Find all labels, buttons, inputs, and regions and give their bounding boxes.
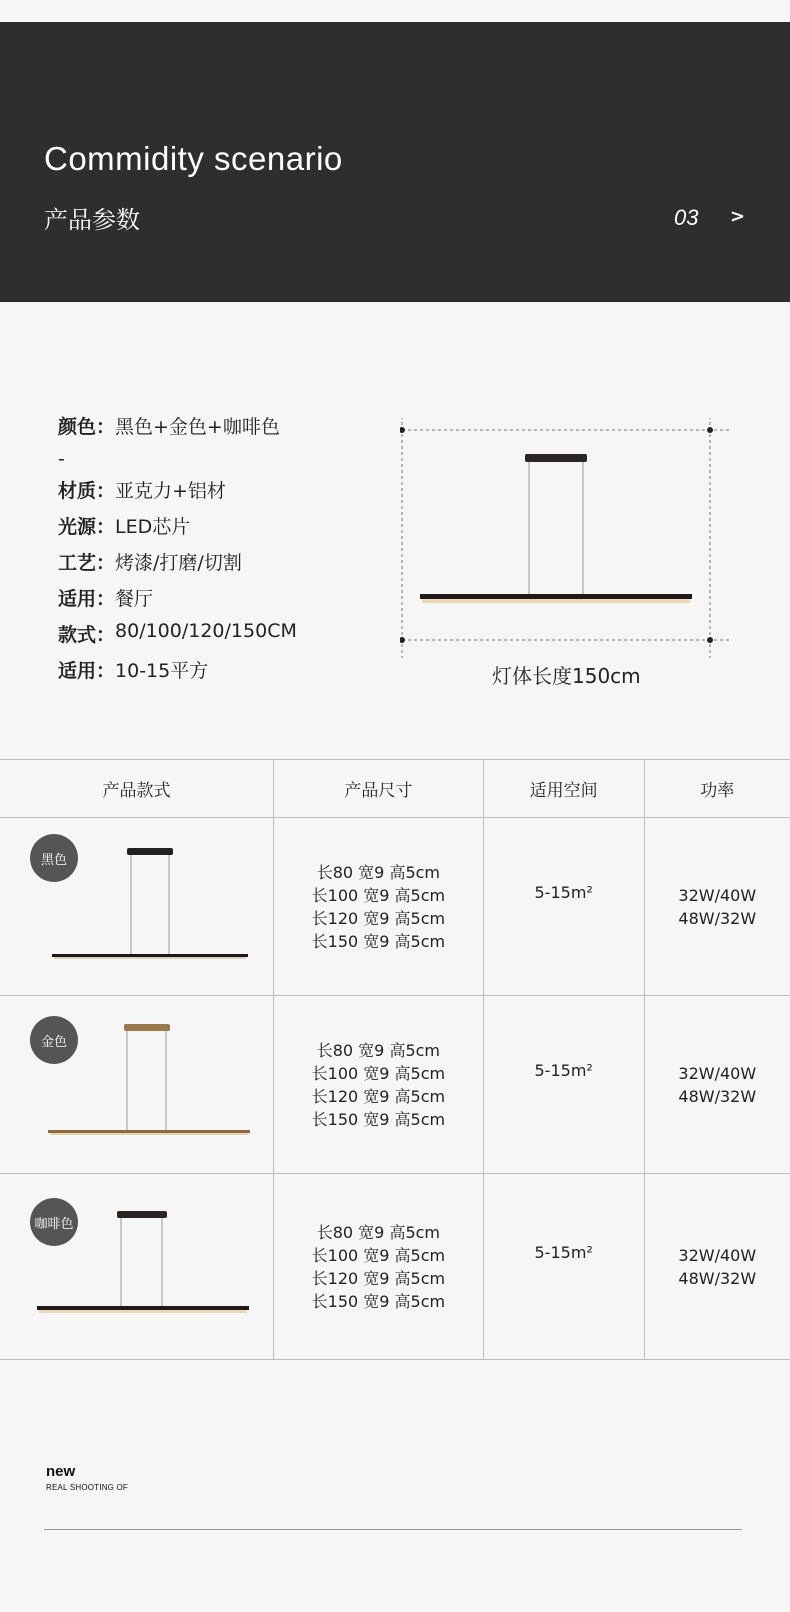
page-number: 03 — [674, 205, 699, 230]
size-line: 长100 宽9 高5cm — [311, 1245, 446, 1265]
table-row — [0, 818, 790, 996]
spec-row-craft — [58, 548, 297, 584]
spec-value: 餐厅 — [115, 588, 154, 610]
spec-value: 黑色+金色+咖啡色 — [115, 416, 280, 438]
dimension-label: 灯体长度150cm — [492, 664, 641, 688]
size-cell — [274, 818, 484, 996]
power-line: 48W/32W — [678, 1086, 757, 1106]
power-line: 48W/32W — [678, 1268, 757, 1288]
spec-key: 适用： — [58, 588, 116, 610]
size-line: 长100 宽9 高5cm — [311, 1063, 446, 1083]
size-line: 长150 宽9 高5cm — [311, 1109, 446, 1129]
size-line: 长80 宽9 高5cm — [316, 862, 441, 882]
header-power: 功率 — [644, 760, 790, 818]
spec-value: 烤漆/打磨/切割 — [115, 552, 242, 574]
footer-new-label: new — [46, 1463, 76, 1480]
size-line: 长100 宽9 高5cm — [311, 885, 446, 905]
header-size: 产品尺寸 — [274, 760, 484, 818]
area-cell — [483, 996, 644, 1174]
size-line: 长150 宽9 高5cm — [311, 931, 446, 951]
size-cell — [274, 1174, 484, 1360]
spec-key: 颜色： — [58, 416, 116, 438]
spec-value: - — [58, 448, 65, 470]
section-title: Commidity scenario — [44, 140, 343, 177]
power-cell — [644, 996, 790, 1174]
size-line: 长150 宽9 高5cm — [311, 1291, 446, 1311]
product-table — [0, 759, 790, 1360]
size-line: 长80 宽9 高5cm — [316, 1222, 441, 1242]
color-badge: 黑色 — [30, 834, 78, 882]
table-row — [0, 1174, 790, 1360]
spec-row-use — [58, 584, 297, 620]
spec-row-light-source — [58, 512, 297, 548]
color-badge: 金色 — [30, 1016, 78, 1064]
size-cell — [274, 996, 484, 1174]
size-line: 长80 宽9 高5cm — [316, 1040, 441, 1060]
power-cell — [644, 1174, 790, 1360]
power-line: 32W/40W — [678, 1245, 757, 1265]
spec-row-style — [58, 620, 297, 656]
table-row — [0, 996, 790, 1174]
product-image-cell — [0, 996, 274, 1174]
lamp-dimension-diagram — [400, 418, 750, 678]
spec-key: 材质： — [58, 480, 116, 502]
size-line: 长120 宽9 高5cm — [311, 1268, 446, 1288]
footer-subtitle: REAL SHOOTING OF — [46, 1483, 129, 1492]
spec-row-color — [58, 412, 297, 448]
spec-value: LED芯片 — [115, 516, 191, 538]
area-value: 5-15m² — [534, 1061, 593, 1080]
spec-key: 工艺： — [58, 552, 116, 574]
spec-value: 80/100/120/150CM — [115, 620, 297, 642]
footer-divider — [44, 1529, 742, 1530]
spec-key: 适用： — [58, 660, 116, 682]
power-line: 32W/40W — [678, 1063, 757, 1083]
color-badge: 咖啡色 — [30, 1198, 78, 1246]
spec-key: 款式： — [58, 624, 116, 646]
area-value: 5-15m² — [534, 1243, 593, 1262]
product-image-cell — [0, 818, 274, 996]
spec-key: 光源： — [58, 516, 116, 538]
header-space: 适用空间 — [483, 760, 644, 818]
table-header-row — [0, 760, 790, 818]
size-line: 长120 宽9 高5cm — [311, 908, 446, 928]
power-line: 32W/40W — [678, 885, 757, 905]
spec-row-dash — [58, 448, 297, 476]
spec-row-area — [58, 656, 297, 692]
spec-list — [58, 412, 297, 692]
spec-value: 亚克力+铝材 — [115, 480, 226, 502]
power-line: 48W/32W — [678, 908, 757, 928]
next-arrow-icon[interactable]: > — [730, 206, 746, 227]
spec-row-material — [58, 476, 297, 512]
area-cell — [483, 1174, 644, 1360]
spec-value: 10-15平方 — [115, 660, 209, 682]
section-subtitle: 产品参数 — [44, 206, 140, 234]
power-cell — [644, 818, 790, 996]
header-style: 产品款式 — [0, 760, 274, 818]
area-value: 5-15m² — [534, 883, 593, 902]
header-banner — [0, 22, 790, 302]
area-cell — [483, 818, 644, 996]
product-image-cell — [0, 1174, 274, 1360]
size-line: 长120 宽9 高5cm — [311, 1086, 446, 1106]
